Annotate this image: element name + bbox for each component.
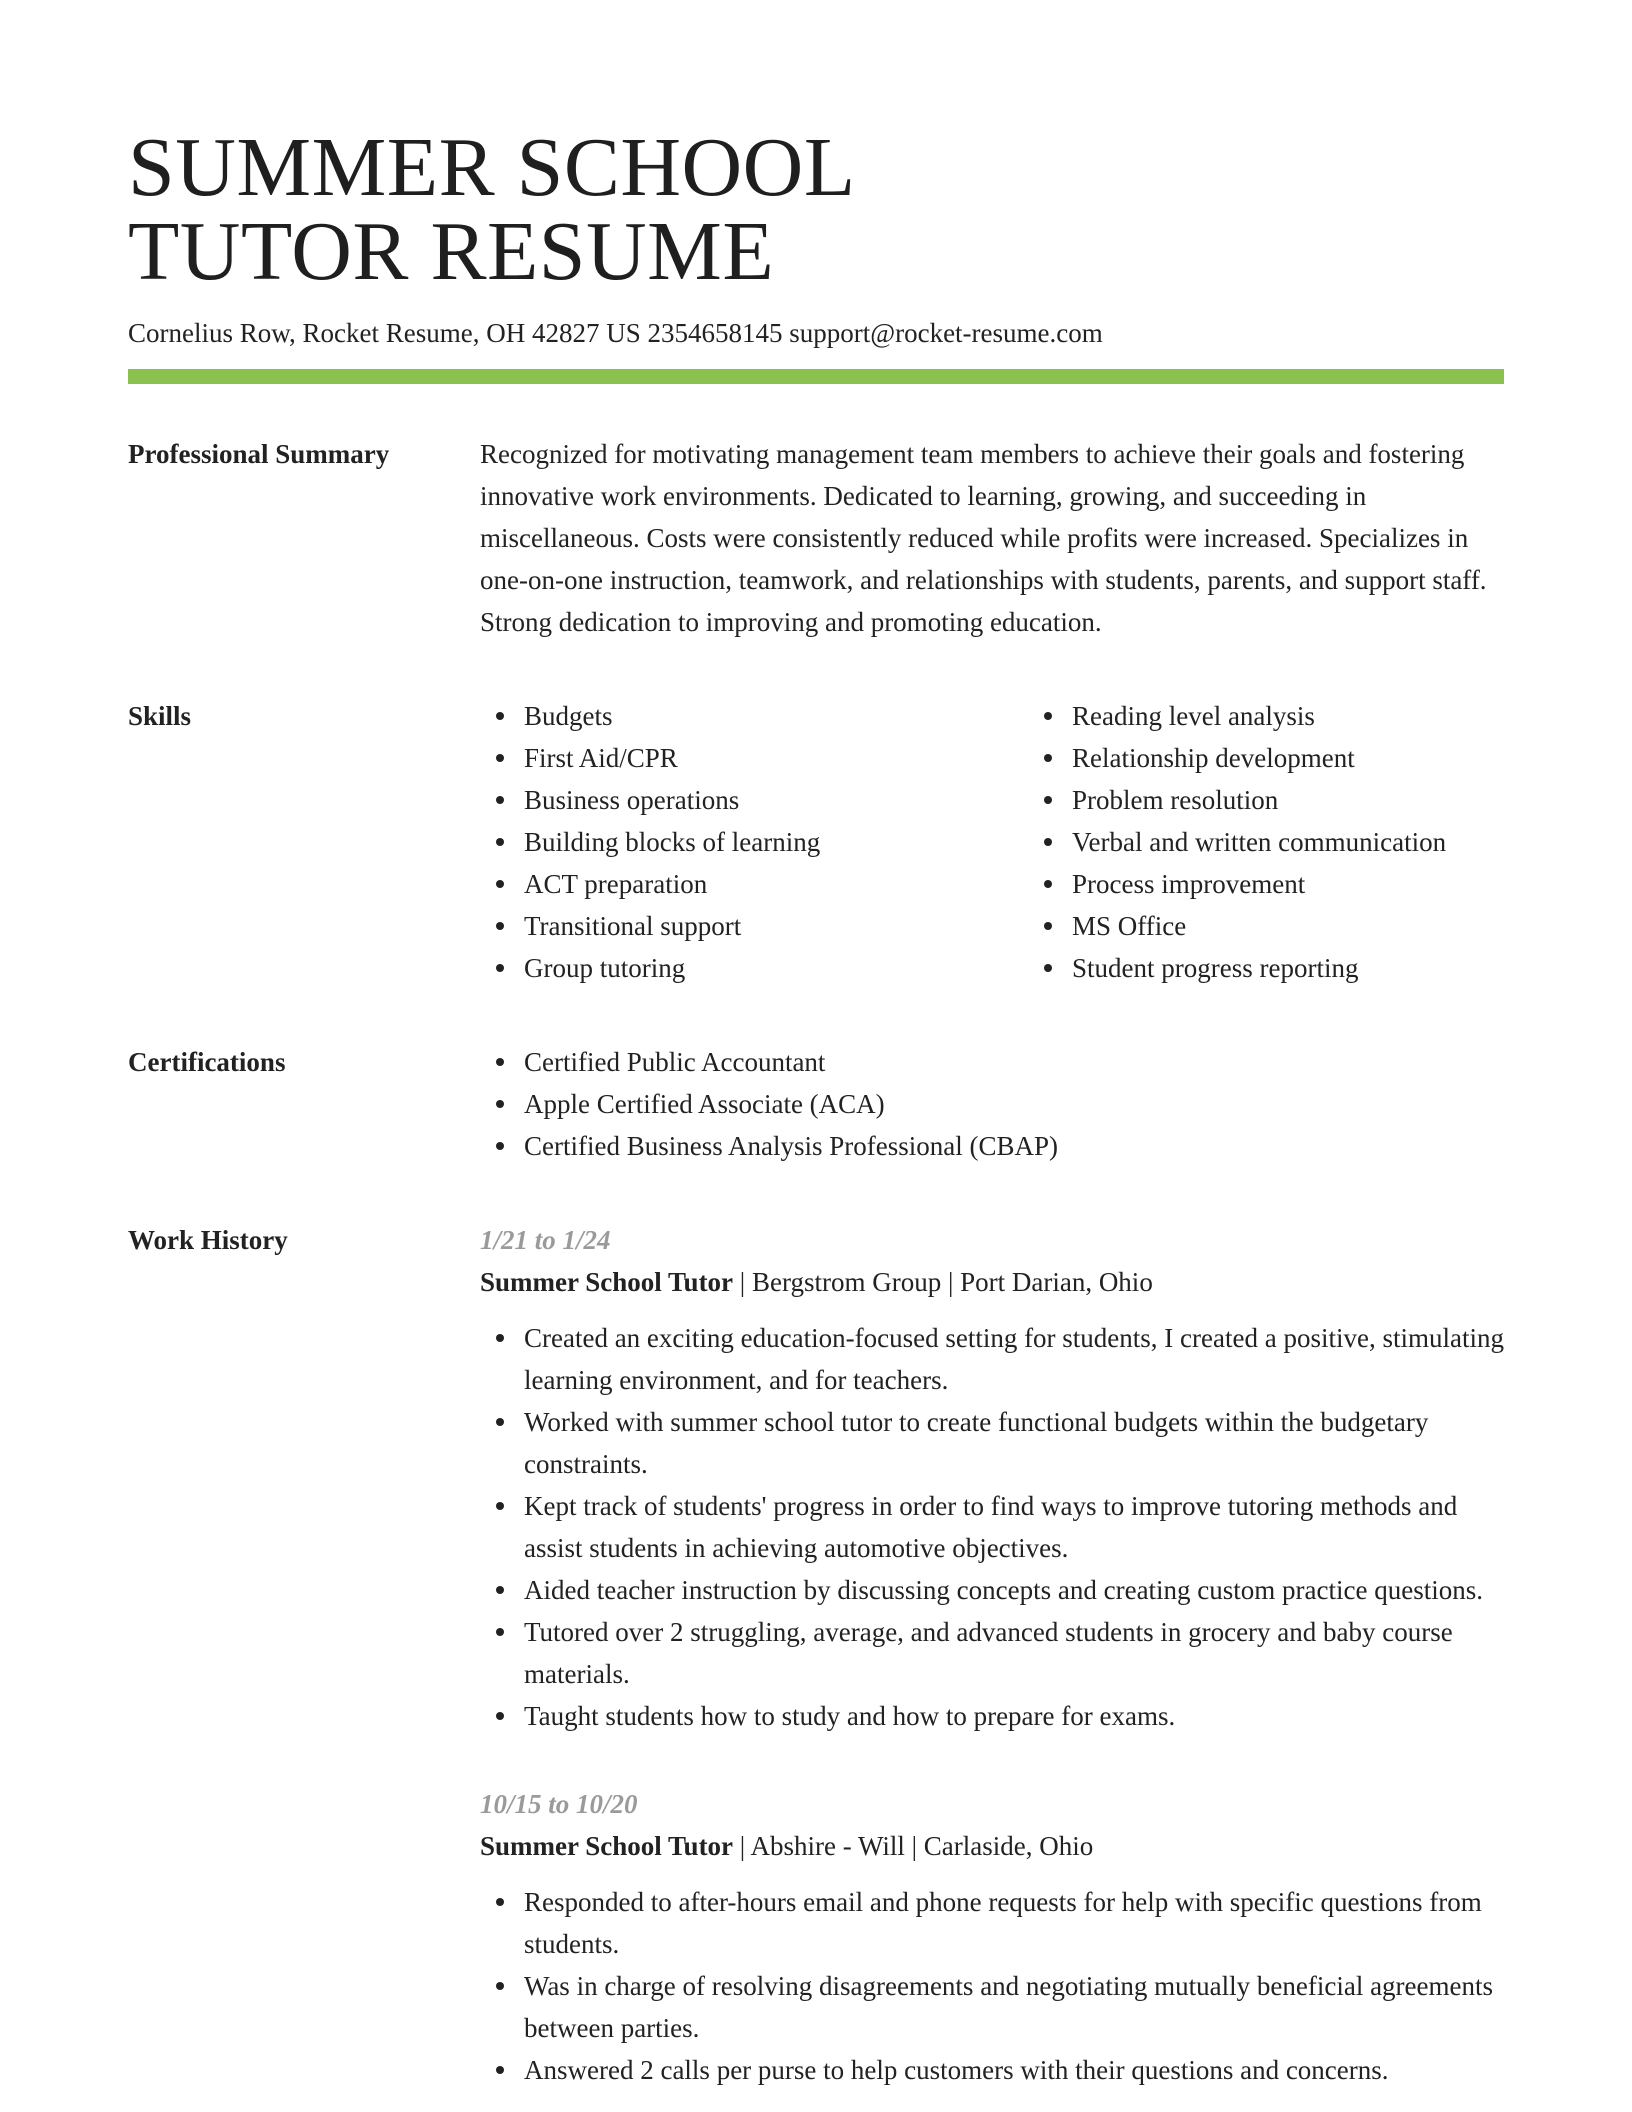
skill-item: Business operations — [524, 779, 1028, 821]
skill-item: Student progress reporting — [1072, 947, 1576, 989]
skill-item: Process improvement — [1072, 863, 1576, 905]
skill-item: Problem resolution — [1072, 779, 1576, 821]
job-bullet: Created an exciting education-focused setting for students, I created a positive, stimulating learning environment, and for teachers. — [524, 1317, 1504, 1401]
certifications-section — [128, 1041, 1504, 1167]
job-bullet: Aided teacher instruction by discussing concepts and creating custom practice questions. — [524, 1569, 1504, 1611]
contact-info: Cornelius Row, Rocket Resume, OH 42827 US 2354658145 support@rocket-resume.com — [128, 318, 1103, 348]
resume-page — [128, 0, 1504, 2091]
certifications-label: Certifications — [128, 1047, 286, 1077]
certification-item: Certified Public Accountant — [524, 1041, 1504, 1083]
title-line-1: SUMMER SCHOOL — [128, 121, 856, 214]
skills-section — [128, 695, 1504, 989]
certification-item: Apple Certified Associate (ACA) — [524, 1083, 1504, 1125]
summary-section — [128, 433, 1504, 643]
job-role: Summer School Tutor — [480, 1267, 734, 1297]
title-line-2: TUTOR RESUME — [128, 205, 775, 298]
job-details: | Abshire - Will | Carlaside, Ohio — [733, 1831, 1094, 1861]
skill-item: Transitional support — [524, 905, 1028, 947]
work-history-section — [128, 1219, 1504, 2091]
job-bullet: Tutored over 2 struggling, average, and advanced students in grocery and baby course materials. — [524, 1611, 1504, 1695]
job-heading — [480, 1825, 1504, 1867]
certification-item: Certified Business Analysis Professional (CBAP) — [524, 1125, 1504, 1167]
skill-item: Budgets — [524, 695, 1028, 737]
job-bullets — [480, 1317, 1504, 1737]
job-bullet: Was in charge of resolving disagreements and negotiating mutually beneficial agreements between parties. — [524, 1965, 1504, 2049]
job-bullet: Kept track of students' progress in order to find ways to improve tutoring methods and assist students in achieving automotive objectives. — [524, 1485, 1504, 1569]
job-entry — [480, 1783, 1504, 2091]
skill-item: Relationship development — [1072, 737, 1576, 779]
skills-label: Skills — [128, 701, 192, 731]
skills-list-left — [480, 695, 1028, 989]
job-bullet: Responded to after-hours email and phone requests for help with specific questions from students. — [524, 1881, 1504, 1965]
skill-item: Building blocks of learning — [524, 821, 1028, 863]
skill-item: MS Office — [1072, 905, 1576, 947]
work-history-label: Work History — [128, 1225, 288, 1255]
job-details: | Bergstrom Group | Port Darian, Ohio — [733, 1267, 1153, 1297]
summary-label: Professional Summary — [128, 439, 390, 469]
job-bullets — [480, 1881, 1504, 2091]
job-date: 10/15 to 10/20 — [480, 1789, 638, 1819]
skill-item: Verbal and written communication — [1072, 821, 1576, 863]
skill-item: Group tutoring — [524, 947, 1028, 989]
resume-title — [128, 0, 1504, 298]
job-bullet: Taught students how to study and how to prepare for exams. — [524, 1695, 1504, 1737]
accent-divider — [128, 369, 1504, 384]
skill-item: First Aid/CPR — [524, 737, 1028, 779]
skill-item: Reading level analysis — [1072, 695, 1576, 737]
certifications-list — [480, 1041, 1504, 1167]
summary-text: Recognized for motivating management team members to achieve their goals and fostering innovative work environments. Dedicated to learning, growing, and succeeding in miscellaneous. Costs were consistently reduced while profits were increased. Specializes in one-on-one instruction, teamwork, and relationships with students, parents, and support staff. Strong dedication to improving and promoting education. — [480, 439, 1487, 637]
skills-list-right — [1028, 695, 1576, 989]
job-bullet: Answered 2 calls per purse to help customers with their questions and concerns. — [524, 2049, 1504, 2091]
job-heading — [480, 1261, 1504, 1303]
skill-item: ACT preparation — [524, 863, 1028, 905]
job-entry — [480, 1219, 1504, 1737]
job-role: Summer School Tutor — [480, 1831, 734, 1861]
job-bullet: Worked with summer school tutor to create functional budgets within the budgetary constraints. — [524, 1401, 1504, 1485]
job-date: 1/21 to 1/24 — [480, 1225, 611, 1255]
